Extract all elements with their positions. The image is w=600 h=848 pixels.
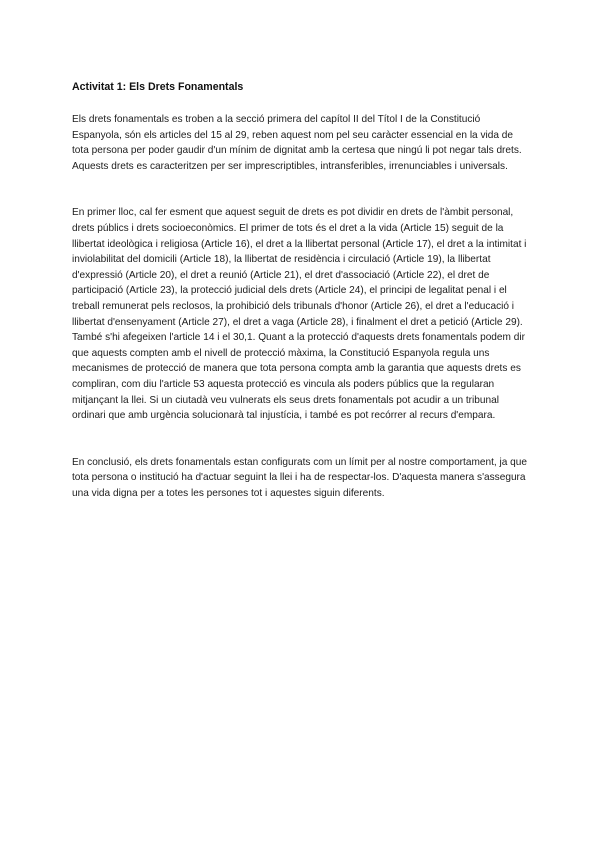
document-title: Activitat 1: Els Drets Fonamentals	[72, 81, 244, 93]
document-body	[72, 80, 528, 501]
paragraph-introduction: Els drets fonamentals es troben a la secció primera del capítol II del Títol I de la Constitució Espanyola, són els articles del 15 al 29, reben aquest nom pel seu caràcter essencial en la vida de tota persona per poder gaudir d'un mínim de dignitat amb la certesa que ningú li pot negar tals drets. Aquests drets es caracteritzen per ser imprescriptibles, intransferibles, irrenunciables i universals.	[72, 114, 522, 172]
paragraph-conclusion: En conclusió, els drets fonamentals estan configurats com un límit per al nostre comportament, ja que tota persona o institució ha d'actuar seguint la llei i ha de respectar-los. D'aquesta manera s'assegura una vida digna per a totes les persones tot i aquestes siguin diferents.	[72, 456, 528, 499]
paragraph-development: En primer lloc, cal fer esment que aquest seguit de drets es pot dividir en drets de l'àmbit personal, drets públics i drets socioeconòmics. El primer de tots és el dret a la vida (Article 15) seguit de la llibertat ideològica i religiosa (Article 16), el dret a la llibertat personal (Article 17), el dret a la intimitat i inviolabilitat del domicili (Article 18), la llibertat de residència i circulació (Article 19), la llibertat d'expressió (Article 20), el dret a reunió (Article 21), el dret d'associació (Article 22), el dret de participació (Article 23), la protecció judicial dels drets (Article 24), el principi de legalitat penal i el treball remunerat pels reclosos, la prohibició dels tribunals d'honor (Article 26), el dret a l'educació i llibertat d'ensenyament (Article 27), el dret a vaga (Article 28), i finalment el dret a petició (Article 29). També s'hi afegeixen l'article 14 i el 30,1. Quant a la protecció d'aquests drets fonamentals podem dir que aquests compten amb el nivell de protecció màxima, la Constitució Espanyola regula uns mecanismes de protecció de manera que tota persona compta amb la garantia que aquests drets es compliran, com diu l'article 53 aquesta protecció es vincula als poders públics que la regularan mitjançant la llei. Si un ciutadà veu vulnerats els seus drets fonamentals pot acudir a un tribunal ordinari que amb urgència solucionarà tal injustícia, i també es pot recórrer al recurs d'empara.	[72, 207, 527, 422]
